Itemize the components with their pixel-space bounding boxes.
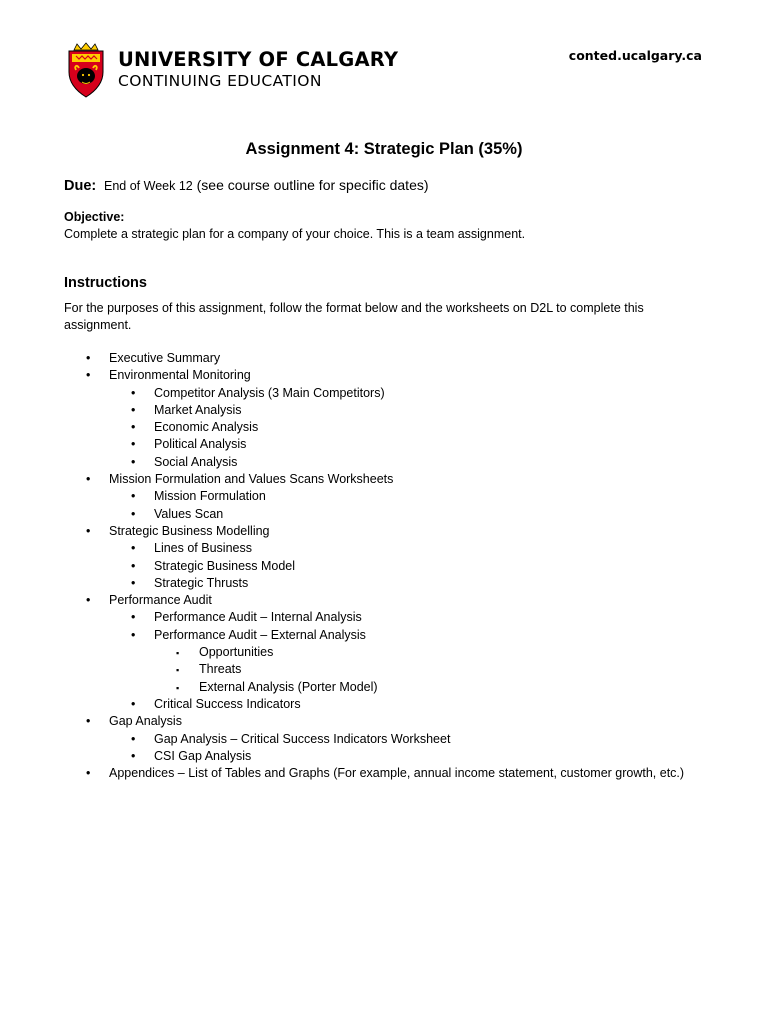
outline-item-level-2 [0,731,768,748]
outline-item-text: Threats [199,662,242,677]
bullet-icon: • [131,489,136,504]
due-week: End of Week 12 [104,179,193,193]
bullet-icon: • [131,402,136,417]
outline-item-level-2 [0,575,768,592]
outline-item-text: External Analysis (Porter Model) [199,679,378,694]
outline-item-text: Appendices – List of Tables and Graphs (For example, annual income statement, customer growth, etc.) [109,766,685,781]
outline-item-text: Strategic Business Model [154,558,296,573]
bullet-icon: • [131,575,136,590]
bullet-icon: • [86,368,91,383]
outline-item-text: Gap Analysis – Critical Success Indicators Worksheet [154,731,451,746]
due-note: (see course outline for specific dates) [196,177,429,193]
outline-item-level-2 [0,748,768,765]
bullet-icon: • [131,610,136,625]
bullet-icon: • [86,714,91,729]
due-line [64,177,429,194]
outline-item-text: Strategic Business Modelling [109,523,270,538]
outline-item-level-1 [0,592,768,609]
university-name: UNIVERSITY OF CALGARY [118,48,399,71]
outline-item-level-2 [0,488,768,505]
square-bullet-icon: ▪ [176,665,180,676]
outline-item-text: Social Analysis [154,454,238,469]
outline-item-text: Mission Formulation [154,489,266,504]
outline-item-level-2 [0,506,768,523]
outline-item-text: Environmental Monitoring [109,368,251,383]
outline-item-level-3 [0,644,768,661]
university-crest-icon [66,42,106,98]
bullet-icon: • [86,766,91,781]
outline-item-level-2 [0,609,768,626]
bullet-icon: • [131,696,136,711]
outline-item-level-2 [0,402,768,419]
outline-item-level-1 [0,523,768,540]
outline-item-level-2 [0,419,768,436]
outline-item-level-2 [0,454,768,471]
outline-item-level-1 [0,350,768,367]
bullet-icon: • [86,351,91,365]
outline-item-text: Critical Success Indicators [154,696,301,711]
objective-label: Objective: [64,210,125,224]
outline-item-text: Strategic Thrusts [154,575,249,590]
outline-item-level-2 [0,436,768,453]
outline-item-text: Market Analysis [154,402,242,417]
bullet-icon: • [86,472,91,487]
outline-item-level-1 [0,471,768,488]
outline-item-text: Political Analysis [154,437,247,452]
website-url[interactable]: conted.ucalgary.ca [568,48,702,63]
outline-item-text: Mission Formulation and Values Scans Worksheets [109,472,394,487]
outline-item-text: Executive Summary [109,351,221,365]
bullet-icon: • [131,627,136,642]
outline-item-text: Performance Audit – Internal Analysis [154,610,362,625]
outline-item-level-1 [0,367,768,384]
bullet-icon: • [86,523,91,538]
outline-item-text: Competitor Analysis (3 Main Competitors) [154,385,385,400]
outline-item-text: Gap Analysis [109,714,182,729]
outline-item-text: CSI Gap Analysis [154,748,252,763]
outline-item-level-2 [0,540,768,557]
outline-list [0,350,768,782]
bullet-icon: • [131,558,136,573]
instructions-heading: Instructions [64,275,147,291]
outline-item-level-2 [0,627,768,644]
outline-item-text: Values Scan [154,506,224,521]
bullet-icon: • [131,506,136,521]
bullet-icon: • [131,541,136,556]
bullet-icon: • [131,748,136,763]
outline-item-text: Opportunities [199,645,274,660]
university-logo [66,42,399,100]
bullet-icon: • [131,385,136,400]
outline-item-level-1 [0,765,768,782]
objective-text: Complete a strategic plan for a company of your choice. This is a team assignment. [64,227,526,241]
assignment-title: Assignment 4: Strategic Plan (35%) [245,140,523,158]
bullet-icon: • [131,731,136,746]
due-label: Due: [64,178,97,194]
outline-item-level-2 [0,696,768,713]
bullet-icon: • [86,593,91,608]
outline-item-level-3 [0,679,768,696]
outline-item-text: Economic Analysis [154,420,259,435]
outline-item-level-2 [0,558,768,575]
square-bullet-icon: ▪ [176,682,180,693]
square-bullet-icon: ▪ [176,648,180,659]
bullet-icon: • [131,454,136,469]
outline-item-level-2 [0,385,768,402]
bullet-icon: • [131,437,136,452]
outline-item-level-3 [0,661,768,678]
outline-item-text: Lines of Business [154,541,252,556]
instructions-text: For the purposes of this assignment, follow the format below and the worksheets on D2L to complete this assignment. [64,301,644,332]
outline-item-text: Performance Audit – External Analysis [154,627,366,642]
bullet-icon: • [131,420,136,435]
outline-item-text: Performance Audit [109,593,212,608]
department-name: CONTINUING EDUCATION [118,72,322,90]
outline-item-level-1 [0,713,768,730]
